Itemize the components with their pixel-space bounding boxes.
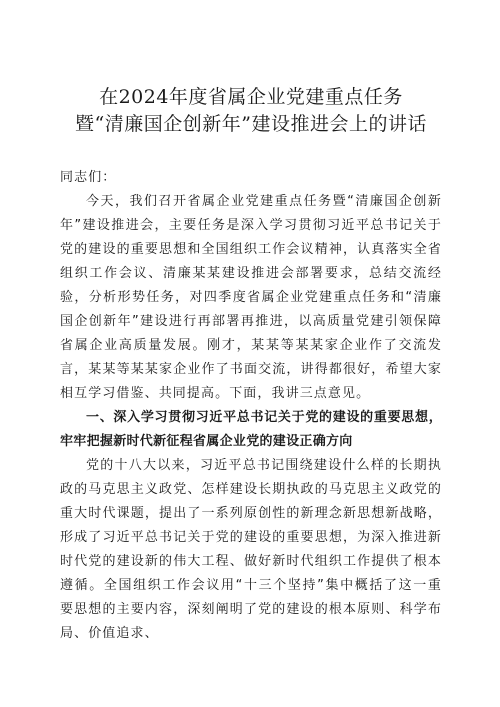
paragraph-section-1: 党的十八大以来，习近平总书记围绕建设什么样的长期执政的马克思主义政党、怎样建设长期执政的马克思主义政党的重大时代课题，提出了一系列原创性的新理念新思想新战略，形成了习近平总书记关于党的建设的重要思想，为深入推进新时代党的建设新的伟大工程、做好新时代组织工作提供了根本遵循。全国组织工作会议用“十三个坚持”集中概括了这一重要思想的主要内容，深刻阐明了党的建设的根本原则、科学布局、价值追求、 xyxy=(60,458,442,641)
paragraph-intro: 今天，我们召开省属企业党建重点任务暨“清廉国企创新年”建设推进会，主要任务是深入学习贯彻习近平总书记关于党的建设的重要思想和全国组织工作会议精神，认真落实全省组织工作会议、清廉某某建设推进会部署要求，总结交流经验，分析形势任务，对四季度省属企业党建重点任务和“清廉国企创新年”建设进行再部署再推进，以高质量党建引领保障省属企业高质量发展。刚才，某某等某某家企业作了交流发言，某某等某某家企业作了书面交流，讲得都很好，希望大家相互学习借鉴、共同提高。下面，我讲三点意见。 xyxy=(60,194,442,401)
title-line-2: 暨“清廉国企创新年”建设推进会上的讲话 xyxy=(75,113,427,135)
document-title xyxy=(60,84,442,138)
salutation: 同志们： xyxy=(60,170,117,185)
section-heading-1: 一、深入学习贯彻习近平总书记关于党的建设的重要思想，牢牢把握新时代新征程省属企业党的建设正确方向 xyxy=(60,410,442,449)
title-line-1: 在2024年度省属企业党建重点任务 xyxy=(99,86,403,108)
